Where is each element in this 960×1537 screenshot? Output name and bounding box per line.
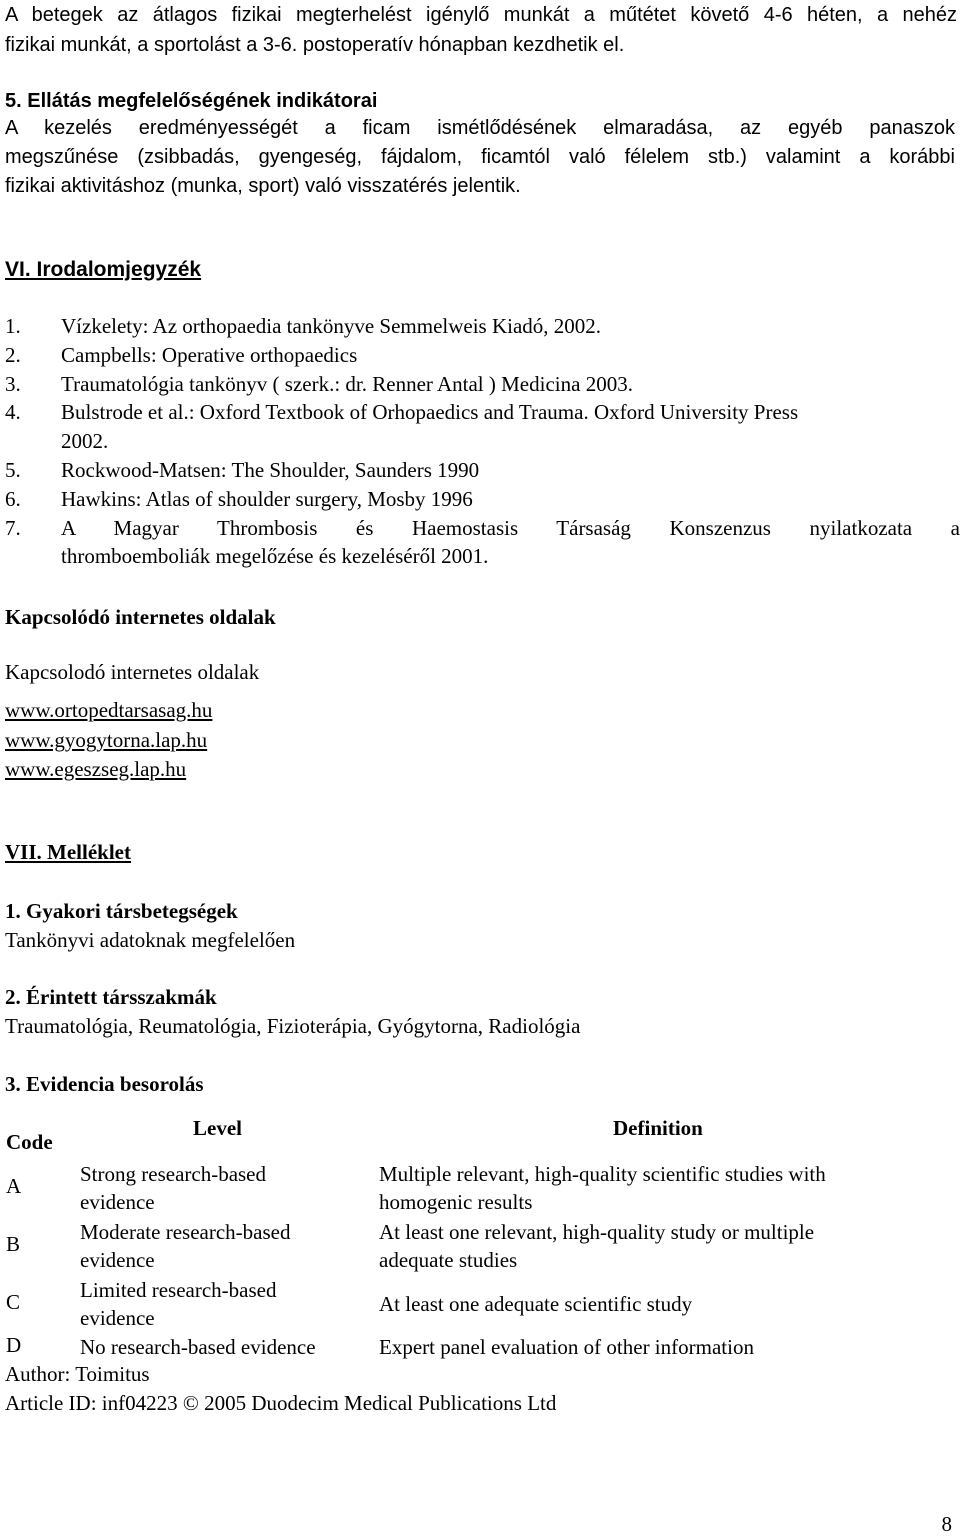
row-definition xyxy=(379,1290,954,1318)
reference-number: 1. xyxy=(5,314,21,338)
related-specialties-heading: 2. Érintett társszakmák xyxy=(5,985,217,1009)
row-level xyxy=(80,1218,370,1274)
article-id-line: Article ID: inf04223 © 2005 Duodecim Medical Publications Ltd xyxy=(5,1391,557,1415)
row-level-line: evidence xyxy=(80,1248,155,1272)
intro-line-1: A betegek az átlagos fizikai megterhelést igénylő munkát a műtétet követő 4-6 héten, a nehéz xyxy=(5,4,957,26)
comorbidities-heading: 1. Gyakori társbetegségek xyxy=(5,899,238,923)
reference-item xyxy=(5,456,960,485)
row-code: B xyxy=(6,1232,21,1256)
intro-line-2: fizikai munkát, a sportolást a 3-6. postoperatív hónapban kezdhetik el. xyxy=(5,34,625,56)
row-level-line: evidence xyxy=(80,1306,155,1330)
references-heading: VI. Irodalomjegyzék xyxy=(5,258,202,281)
reference-text-continued: 2002. xyxy=(61,429,109,454)
reference-text-continued: thromboemboliák megelőzése és kezeléséről 2001. xyxy=(61,544,489,569)
reference-text: Traumatológia tankönyv ( szerk.: dr. Renner Antal ) Medicina 2003. xyxy=(61,371,633,396)
reference-item xyxy=(5,312,960,341)
page-number: 8 xyxy=(941,1512,952,1536)
reference-text: Rockwood-Matsen: The Shoulder, Saunders 1990 xyxy=(61,457,480,482)
row-level-line: Strong research-based xyxy=(80,1162,267,1186)
reference-item xyxy=(5,514,960,572)
row-level xyxy=(80,1160,370,1216)
row-definition-line: homogenic results xyxy=(379,1190,533,1214)
section-5-heading: 5. Ellátás megfelelőségének indikátorai xyxy=(5,90,378,112)
row-definition-line: adequate studies xyxy=(379,1248,518,1272)
section-5-paragraph xyxy=(5,114,955,201)
author-line: Author: Toimitus xyxy=(5,1362,150,1386)
row-code: C xyxy=(6,1290,21,1314)
reference-text: A Magyar Thrombosis és Haemostasis Társaság Konszenzus nyilatkozata a xyxy=(61,515,960,540)
reference-number: 4. xyxy=(5,400,21,425)
reference-number: 6. xyxy=(5,486,21,511)
links-subheading: Kapcsolodó internetes oldalak xyxy=(5,660,260,684)
evidence-classification-heading: 3. Evidencia besorolás xyxy=(5,1072,204,1096)
section-5-line-3: fizikai aktivitáshoz (munka, sport) való visszatérés jelentik. xyxy=(5,175,521,197)
table-header-code: Code xyxy=(6,1130,53,1154)
reference-text: Campbells: Operative orthopaedics xyxy=(61,342,358,367)
row-level xyxy=(80,1276,370,1332)
reference-number: 2. xyxy=(5,342,21,367)
table-header-definition: Definition xyxy=(613,1116,703,1140)
row-definition xyxy=(379,1160,954,1216)
row-definition-line: Expert panel evaluation of other information xyxy=(379,1335,754,1359)
reference-text: Hawkins: Atlas of shoulder surgery, Mosby 1996 xyxy=(61,486,473,511)
reference-text-block xyxy=(61,514,960,572)
reference-number: 5. xyxy=(5,457,21,482)
row-code: D xyxy=(6,1333,22,1357)
related-specialties-text: Traumatológia, Reumatológia, Fizioterápia, Gyógytorna, Radiológia xyxy=(5,1014,581,1038)
row-level-line: Limited research-based xyxy=(80,1278,277,1302)
appendix-heading: VII. Melléklet xyxy=(5,840,131,864)
row-definition xyxy=(379,1218,954,1274)
section-5-line-2: megszűnése (zsibbadás, gyengeség, fájdalom, ficamtól való félelem stb.) valamint a korábbi xyxy=(5,146,955,168)
link-gyogytorna[interactable]: www.gyogytorna.lap.hu xyxy=(5,727,208,752)
reference-item xyxy=(5,341,960,370)
comorbidities-text: Tankönyvi adatoknak megfelelően xyxy=(5,928,296,952)
row-code: A xyxy=(6,1174,22,1198)
row-definition-line: Multiple relevant, high-quality scientific studies with xyxy=(379,1162,826,1186)
row-level xyxy=(80,1333,370,1361)
section-5-line-1: A kezelés eredményességét a ficam ismétlődésének elmaradása, az egyéb panaszok xyxy=(5,117,955,139)
link-egeszseg[interactable]: www.egeszseg.lap.hu xyxy=(5,757,187,781)
row-definition-line: At least one relevant, high-quality study or multiple xyxy=(379,1220,815,1244)
links-heading: Kapcsolódó internetes oldalak xyxy=(5,605,276,629)
row-definition-line: At least one adequate scientific study xyxy=(379,1292,693,1316)
row-level-line: Moderate research-based xyxy=(80,1220,291,1244)
table-header-level: Level xyxy=(193,1116,242,1140)
row-level-line: evidence xyxy=(80,1190,155,1214)
links-list xyxy=(5,696,212,785)
link-ortopedtarsasag[interactable]: www.ortopedtarsasag.hu xyxy=(5,698,213,722)
row-level-line: No research-based evidence xyxy=(80,1335,316,1359)
reference-text-block xyxy=(61,398,960,456)
reference-number: 7. xyxy=(5,515,21,540)
reference-number: 3. xyxy=(5,371,21,396)
intro-paragraph xyxy=(5,0,957,60)
row-definition xyxy=(379,1333,954,1361)
reference-item xyxy=(5,398,960,456)
reference-text: Bulstrode et al.: Oxford Textbook of Orhopaedics and Trauma. Oxford University Press xyxy=(61,400,799,425)
reference-item xyxy=(5,370,960,399)
references-list xyxy=(5,312,960,571)
reference-item xyxy=(5,485,960,514)
reference-text: Vízkelety: Az orthopaedia tankönyve Semmelweis Kiadó, 2002. xyxy=(61,314,602,338)
